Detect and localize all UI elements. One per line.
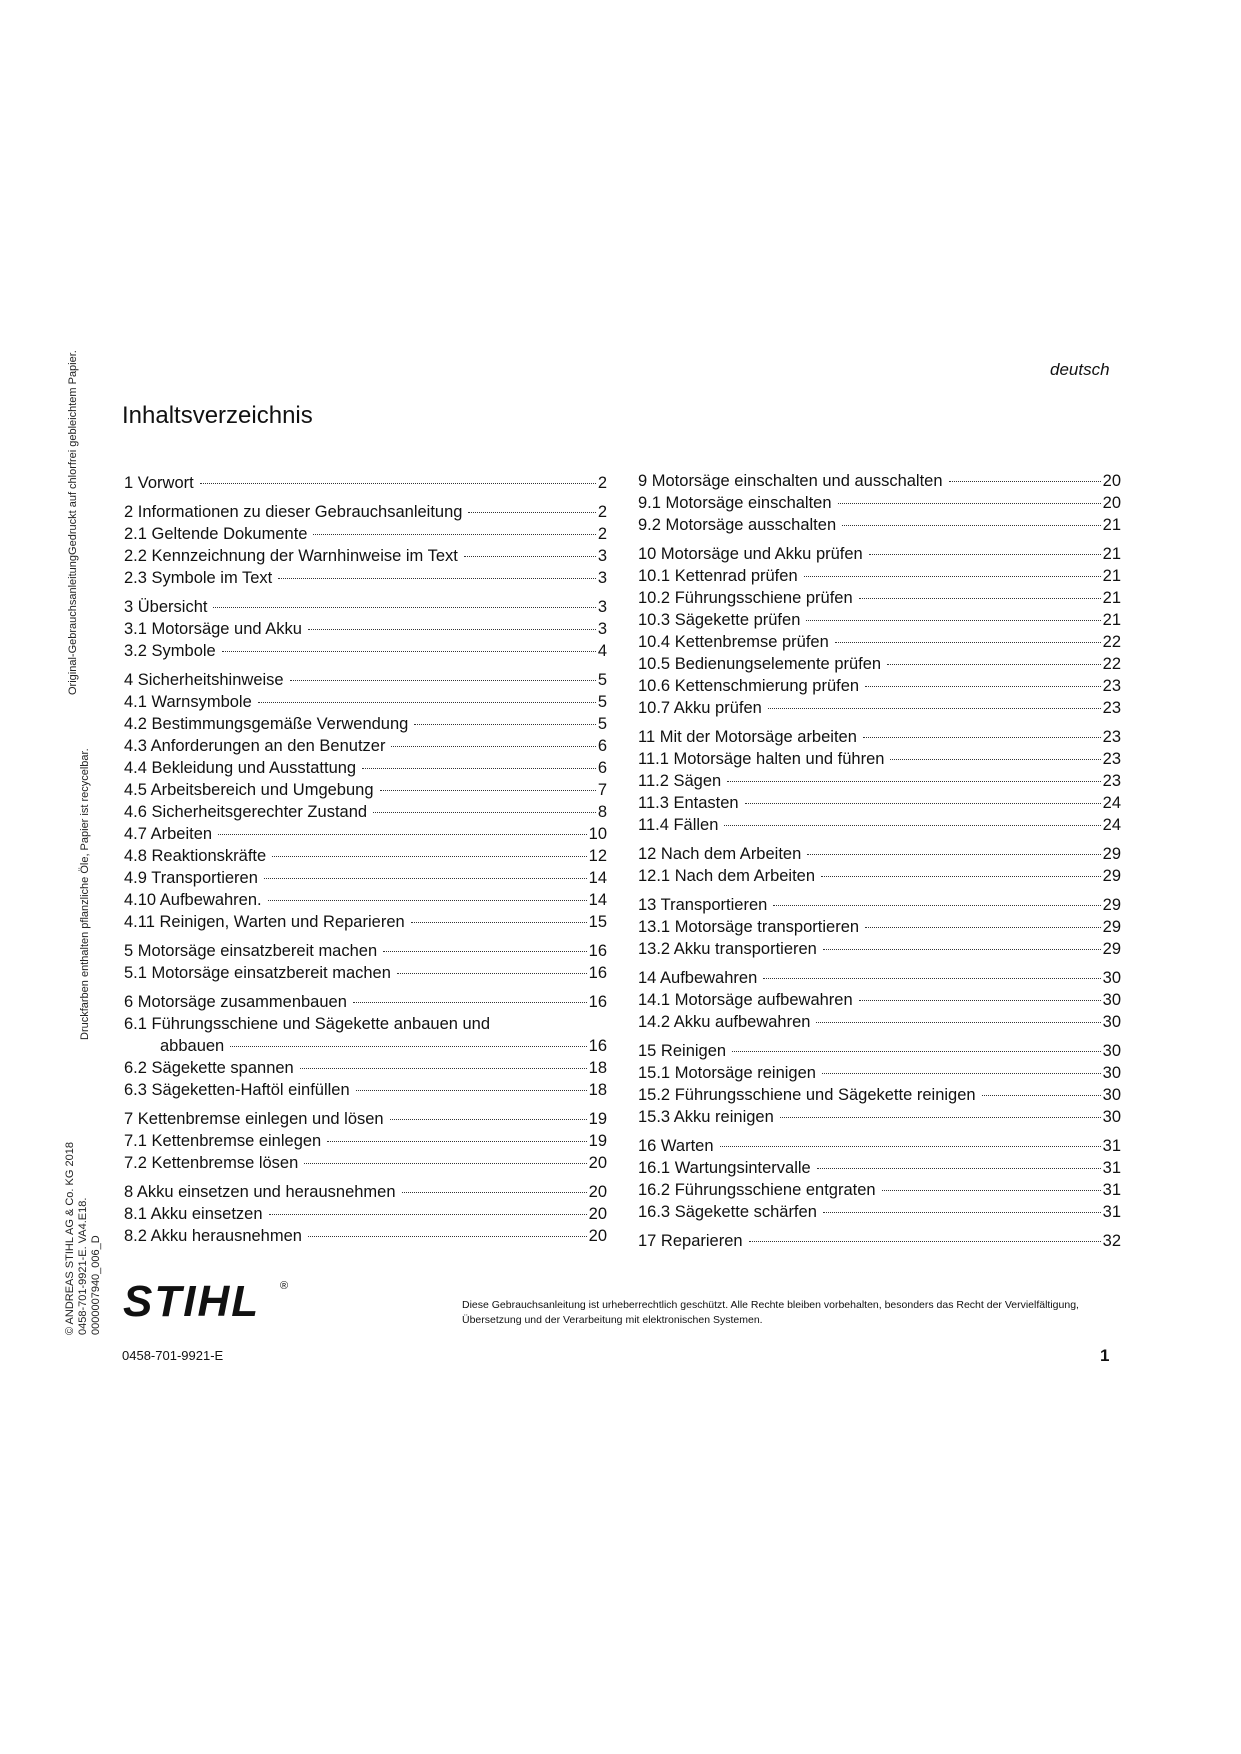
toc-section-entry[interactable] (124, 1013, 607, 1035)
toc-entry-page: 31 (1102, 1181, 1121, 1199)
toc-entry-page: 32 (1102, 1232, 1121, 1250)
language-label: deutsch (1050, 360, 1110, 379)
toc-dot-leader (290, 679, 596, 681)
toc-chapter-entry[interactable] (124, 501, 607, 523)
toc-entry-page: 2 (597, 525, 607, 543)
toc-section-entry[interactable] (124, 735, 607, 757)
toc-entry-title: 7 Kettenbremse einlegen und lösen (124, 1110, 384, 1128)
toc-entry-page: 16 (588, 1037, 607, 1055)
registered-mark: ® (280, 1280, 289, 1292)
toc-dot-leader (806, 619, 1100, 621)
toc-section-entry[interactable] (124, 1035, 607, 1057)
toc-dot-leader (780, 1116, 1101, 1118)
toc-section-entry[interactable] (638, 989, 1121, 1011)
toc-entry-page: 3 (597, 620, 607, 638)
toc-entry-title: 11.4 Fällen (638, 816, 719, 834)
toc-entry-page: 31 (1102, 1159, 1121, 1177)
toc-section-entry[interactable] (638, 587, 1121, 609)
toc-dot-leader (817, 1167, 1101, 1169)
toc-dot-leader (865, 926, 1101, 928)
toc-dot-leader (823, 948, 1101, 950)
toc-entry-title: 4.5 Arbeitsbereich und Umgebung (124, 781, 374, 799)
toc-dot-leader (745, 802, 1101, 804)
toc-dot-leader (391, 745, 595, 747)
toc-entry-page: 31 (1102, 1203, 1121, 1221)
toc-dot-leader (464, 555, 596, 557)
toc-entry-page: 23 (1102, 699, 1121, 717)
toc-entry-page: 19 (588, 1110, 607, 1128)
toc-section-entry[interactable] (124, 618, 607, 640)
toc-dot-leader (278, 577, 596, 579)
toc-entry-page: 16 (588, 942, 607, 960)
toc-entry-title: 9.2 Motorsäge ausschalten (638, 516, 837, 534)
toc-entry-page: 20 (1102, 494, 1121, 512)
toc-entry-title: 4.6 Sicherheitsgerechter Zustand (124, 803, 368, 821)
toc-dot-leader (822, 1072, 1101, 1074)
toc-dot-leader (749, 1240, 1101, 1242)
toc-entry-page: 8 (597, 803, 607, 821)
toc-entry-page: 23 (1102, 750, 1121, 768)
toc-chapter-entry[interactable] (124, 940, 607, 962)
toc-chapter-entry[interactable] (638, 1040, 1121, 1062)
toc-entry-page: 4 (597, 642, 607, 660)
toc-entry-page: 29 (1102, 918, 1121, 936)
toc-entry-title: 16.1 Wartungsintervalle (638, 1159, 811, 1177)
side-id-line: 0000007940_006_D (90, 1235, 102, 1335)
toc-dot-leader (838, 502, 1101, 504)
toc-entry-page: 20 (588, 1183, 607, 1201)
toc-entry-title: 17 Reparieren (638, 1232, 743, 1250)
toc-section-entry[interactable] (638, 792, 1121, 814)
toc-dot-leader (268, 899, 587, 901)
toc-dot-leader (732, 1050, 1101, 1052)
toc-section-entry[interactable] (638, 865, 1121, 887)
toc-entry-title: 13.2 Akku transportieren (638, 940, 817, 958)
toc-entry-title: 10.5 Bedienungselemente prüfen (638, 655, 882, 673)
toc-section-entry[interactable] (638, 675, 1121, 697)
toc-left-column (124, 472, 607, 1247)
toc-chapter-entry[interactable] (638, 726, 1121, 748)
toc-dot-leader (397, 972, 587, 974)
toc-entry-title: 11.1 Motorsäge halten und führen (638, 750, 885, 768)
toc-section-entry[interactable] (638, 631, 1121, 653)
toc-entry-title: 3 Übersicht (124, 598, 208, 616)
toc-entry-page: 16 (588, 964, 607, 982)
toc-dot-leader (859, 597, 1101, 599)
toc-dot-leader (304, 1162, 586, 1164)
toc-entry-title: 16 Warten (638, 1137, 714, 1155)
toc-entry-title: 15 Reinigen (638, 1042, 727, 1060)
toc-entry-title: 4 Sicherheitshinweise (124, 671, 284, 689)
toc-entry-title: 13.1 Motorsäge transportieren (638, 918, 860, 936)
toc-section-entry[interactable] (638, 609, 1121, 631)
toc-dot-leader (949, 480, 1101, 482)
toc-dot-leader (887, 663, 1101, 665)
side-ink-note: Druckfarben enthalten pflanzliche Öle, Papier ist recycelbar. (79, 748, 91, 1040)
toc-entry-page: 29 (1102, 867, 1121, 885)
toc-dot-leader (222, 650, 596, 652)
toc-section-entry[interactable] (638, 1011, 1121, 1033)
stihl-logo (121, 1276, 291, 1322)
toc-entry-page: 20 (588, 1205, 607, 1223)
toc-section-entry[interactable] (124, 1057, 607, 1079)
toc-section-entry[interactable] (124, 691, 607, 713)
toc-entry-title: 2.1 Geltende Dokumente (124, 525, 308, 543)
toc-section-entry[interactable] (124, 1130, 607, 1152)
toc-entry-page: 23 (1102, 728, 1121, 746)
toc-section-entry[interactable] (124, 1203, 607, 1225)
toc-dot-leader (308, 628, 596, 630)
toc-entry-title: 4.7 Arbeiten (124, 825, 213, 843)
toc-dot-leader (218, 833, 587, 835)
toc-section-entry[interactable] (638, 814, 1121, 836)
toc-dot-leader (272, 855, 586, 857)
toc-dot-leader (380, 789, 596, 791)
toc-entry-title: 8.1 Akku einsetzen (124, 1205, 263, 1223)
toc-entry-title: 6 Motorsäge zusammenbauen (124, 993, 347, 1011)
toc-entry-title: 10.3 Sägekette prüfen (638, 611, 801, 629)
toc-entry-title: 16.3 Sägekette schärfen (638, 1203, 817, 1221)
toc-section-entry[interactable] (124, 545, 607, 567)
toc-entry-title: 8 Akku einsetzen und herausnehmen (124, 1183, 396, 1201)
toc-dot-leader (821, 875, 1101, 877)
toc-dot-leader (356, 1089, 587, 1091)
toc-entry-page: 5 (597, 715, 607, 733)
toc-dot-leader (804, 575, 1101, 577)
toc-section-entry[interactable] (638, 938, 1121, 960)
toc-entry-title: 10.6 Kettenschmierung prüfen (638, 677, 860, 695)
page-title: Inhaltsverzeichnis (122, 402, 313, 429)
toc-entry-title: 1 Vorwort (124, 474, 194, 492)
toc-entry-title: 4.8 Reaktionskräfte (124, 847, 267, 865)
toc-dot-leader (230, 1045, 586, 1047)
side-code-line: 0458-701-9921-E. VA4.E18. (77, 1197, 89, 1335)
toc-entry-page: 31 (1102, 1137, 1121, 1155)
toc-chapter-entry[interactable] (124, 991, 607, 1013)
toc-entry-title: 10.7 Akku prüfen (638, 699, 762, 717)
toc-entry-page: 30 (1102, 1086, 1121, 1104)
toc-section-entry[interactable] (124, 779, 607, 801)
toc-dot-leader (468, 511, 595, 513)
toc-section-entry[interactable] (124, 845, 607, 867)
toc-entry-page: 14 (588, 891, 607, 909)
toc-dot-leader (313, 533, 595, 535)
toc-entry-page: 6 (597, 737, 607, 755)
toc-entry-page: 22 (1102, 655, 1121, 673)
toc-entry-title: 11 Mit der Motorsäge arbeiten (638, 728, 857, 746)
toc-entry-title: 14.2 Akku aufbewahren (638, 1013, 811, 1031)
toc-dot-leader (882, 1189, 1101, 1191)
toc-entry-title: 4.11 Reinigen, Warten und Reparieren (124, 913, 405, 931)
toc-dot-leader (842, 524, 1101, 526)
toc-section-entry[interactable] (124, 823, 607, 845)
toc-entry-page: 20 (588, 1154, 607, 1172)
toc-entry-page: 21 (1102, 516, 1121, 534)
toc-chapter-entry[interactable] (124, 669, 607, 691)
toc-entry-page: 18 (588, 1081, 607, 1099)
toc-section-entry[interactable] (638, 565, 1121, 587)
toc-entry-page: 2 (597, 503, 607, 521)
toc-entry-page: 30 (1102, 1108, 1121, 1126)
toc-section-entry[interactable] (124, 1152, 607, 1174)
toc-dot-leader (373, 811, 596, 813)
toc-section-entry[interactable] (638, 1062, 1121, 1084)
toc-chapter-entry[interactable] (638, 470, 1121, 492)
toc-dot-leader (383, 950, 587, 952)
toc-entry-page: 24 (1102, 816, 1121, 834)
toc-entry-title: 4.10 Aufbewahren. (124, 891, 262, 909)
toc-entry-title: 7.1 Kettenbremse einlegen (124, 1132, 322, 1150)
toc-dot-leader (807, 853, 1100, 855)
toc-entry-title: 4.2 Bestimmungsgemäße Verwendung (124, 715, 409, 733)
toc-entry-page: 23 (1102, 772, 1121, 790)
toc-dot-leader (414, 723, 595, 725)
toc-entry-page: 20 (588, 1227, 607, 1245)
toc-dot-leader (300, 1067, 587, 1069)
toc-entry-title: 2.3 Symbole im Text (124, 569, 273, 587)
toc-entry-title: 15.2 Führungsschiene und Sägekette reinigen (638, 1086, 976, 1104)
toc-section-entry[interactable] (124, 1079, 607, 1101)
toc-section-entry[interactable] (124, 1225, 607, 1247)
toc-dot-leader (390, 1118, 587, 1120)
toc-entry-page: 30 (1102, 1064, 1121, 1082)
toc-entry-title: 14.1 Motorsäge aufbewahren (638, 991, 853, 1009)
toc-entry-page: 21 (1102, 611, 1121, 629)
toc-entry-title: 4.4 Bekleidung und Ausstattung (124, 759, 357, 777)
toc-entry-page: 29 (1102, 845, 1121, 863)
toc-dot-leader (869, 553, 1101, 555)
toc-entry-page: 3 (597, 547, 607, 565)
toc-section-entry[interactable] (124, 962, 607, 984)
toc-dot-leader (982, 1094, 1101, 1096)
toc-entry-title: 10.4 Kettenbremse prüfen (638, 633, 829, 651)
toc-entry-title: 15.3 Akku reinigen (638, 1108, 774, 1126)
toc-chapter-entry[interactable] (638, 843, 1121, 865)
toc-dot-leader (308, 1235, 587, 1237)
side-print-note: Original-GebrauchsanleitungGedruckt auf chlorfrei gebleichtem Papier. (67, 350, 79, 695)
toc-entry-page: 14 (588, 869, 607, 887)
toc-entry-page: 21 (1102, 589, 1121, 607)
toc-entry-title: 10 Motorsäge und Akku prüfen (638, 545, 863, 563)
toc-entry-page: 15 (588, 913, 607, 931)
toc-entry-title: 10.1 Kettenrad prüfen (638, 567, 798, 585)
toc-entry-title: 12 Nach dem Arbeiten (638, 845, 802, 863)
toc-dot-leader (362, 767, 596, 769)
toc-section-entry[interactable] (124, 567, 607, 589)
toc-section-entry[interactable] (638, 916, 1121, 938)
toc-chapter-entry[interactable] (124, 596, 607, 618)
toc-entry-title: 16.2 Führungsschiene entgraten (638, 1181, 876, 1199)
toc-entry-page: 22 (1102, 633, 1121, 651)
toc-section-entry[interactable] (124, 713, 607, 735)
toc-entry-title: 14 Aufbewahren (638, 969, 758, 987)
toc-section-entry[interactable] (638, 492, 1121, 514)
toc-entry-page: 18 (588, 1059, 607, 1077)
toc-dot-leader (816, 1021, 1100, 1023)
toc-chapter-entry[interactable] (638, 967, 1121, 989)
toc-entry-page: 30 (1102, 1042, 1121, 1060)
toc-section-entry[interactable] (638, 748, 1121, 770)
toc-entry-title: 7.2 Kettenbremse lösen (124, 1154, 299, 1172)
toc-section-entry[interactable] (638, 770, 1121, 792)
toc-entry-page: 30 (1102, 991, 1121, 1009)
toc-section-entry[interactable] (638, 697, 1121, 719)
toc-entry-title: 9 Motorsäge einschalten und ausschalten (638, 472, 943, 490)
stihl-logo-text: STIHL (123, 1277, 261, 1322)
side-copyright-line: © ANDREAS STIHL AG & Co. KG 2018 (64, 1142, 76, 1335)
toc-dot-leader (859, 999, 1101, 1001)
toc-dot-leader (865, 685, 1101, 687)
toc-entry-title: 2.2 Kennzeichnung der Warnhinweise im Text (124, 547, 458, 565)
toc-dot-leader (213, 606, 595, 608)
toc-entry-page: 10 (588, 825, 607, 843)
toc-section-entry[interactable] (638, 1179, 1121, 1201)
toc-entry-title: 10.2 Führungsschiene prüfen (638, 589, 853, 607)
toc-section-entry[interactable] (124, 911, 607, 933)
document-number: 0458-701-9921-E (122, 1348, 224, 1363)
copyright-notice: Diese Gebrauchsanleitung ist urheberrechtlich geschützt. Alle Rechte bleiben vorbehalten, besonders das Recht der Vervielfältigung, Übersetzung und der Verarbeitung mit elektronischen Systemen. (462, 1299, 1079, 1326)
side-copyright-block (64, 1142, 103, 1335)
toc-entry-page: 29 (1102, 940, 1121, 958)
toc-entry-page: 21 (1102, 567, 1121, 585)
toc-entry-page: 19 (588, 1132, 607, 1150)
toc-dot-leader (763, 977, 1100, 979)
toc-dot-leader (269, 1213, 587, 1215)
toc-entry-page: 24 (1102, 794, 1121, 812)
toc-section-entry[interactable] (638, 1084, 1121, 1106)
toc-entry-page: 20 (1102, 472, 1121, 490)
toc-chapter-entry[interactable] (638, 1230, 1121, 1252)
toc-section-entry[interactable] (638, 653, 1121, 675)
toc-dot-leader (258, 701, 596, 703)
toc-entry-title: 5.1 Motorsäge einsatzbereit machen (124, 964, 391, 982)
toc-chapter-entry[interactable] (638, 894, 1121, 916)
page-number: 1 (1100, 1346, 1110, 1365)
toc-dot-leader (402, 1191, 587, 1193)
toc-section-entry[interactable] (638, 1157, 1121, 1179)
toc-section-entry[interactable] (124, 801, 607, 823)
toc-dot-leader (724, 824, 1100, 826)
toc-chapter-entry[interactable] (124, 1181, 607, 1203)
toc-entry-title: 2 Informationen zu dieser Gebrauchsanleitung (124, 503, 463, 521)
toc-dot-leader (890, 758, 1100, 760)
toc-section-entry[interactable] (124, 867, 607, 889)
toc-section-entry[interactable] (124, 757, 607, 779)
toc-entry-title: 8.2 Akku herausnehmen (124, 1227, 302, 1245)
toc-entry-page: 3 (597, 598, 607, 616)
toc-section-entry[interactable] (124, 523, 607, 545)
toc-dot-leader (768, 707, 1101, 709)
toc-dot-leader (835, 641, 1101, 643)
toc-entry-title: 11.2 Sägen (638, 772, 722, 790)
toc-dot-leader (200, 482, 596, 484)
toc-entry-page: 12 (588, 847, 607, 865)
toc-dot-leader (264, 877, 587, 879)
toc-dot-leader (353, 1001, 587, 1003)
toc-entry-title: 15.1 Motorsäge reinigen (638, 1064, 816, 1082)
toc-entry-title: 6.1 Führungsschiene und Sägekette anbauen und (124, 1015, 491, 1033)
toc-entry-title: 6.2 Sägekette spannen (124, 1059, 294, 1077)
toc-entry-title: 5 Motorsäge einsatzbereit machen (124, 942, 378, 960)
toc-entry-page: 5 (597, 693, 607, 711)
toc-entry-title: abbauen (160, 1037, 225, 1055)
toc-entry-page: 6 (597, 759, 607, 777)
toc-entry-title: 6.3 Sägeketten-Haftöl einfüllen (124, 1081, 350, 1099)
toc-chapter-entry[interactable] (638, 1135, 1121, 1157)
toc-dot-leader (863, 736, 1101, 738)
toc-entry-page: 5 (597, 671, 607, 689)
toc-entry-page: 7 (597, 781, 607, 799)
toc-entry-title: 9.1 Motorsäge einschalten (638, 494, 832, 512)
toc-section-entry[interactable] (124, 889, 607, 911)
toc-dot-leader (823, 1211, 1101, 1213)
toc-entry-page: 2 (597, 474, 607, 492)
toc-section-entry[interactable] (638, 1201, 1121, 1223)
toc-right-column (638, 470, 1121, 1252)
toc-entry-page: 30 (1102, 1013, 1121, 1031)
toc-chapter-entry[interactable] (638, 543, 1121, 565)
toc-entry-page: 3 (597, 569, 607, 587)
toc-chapter-entry[interactable] (124, 472, 607, 494)
toc-entry-page: 30 (1102, 969, 1121, 987)
toc-entry-title: 4.3 Anforderungen an den Benutzer (124, 737, 386, 755)
toc-section-entry[interactable] (124, 640, 607, 662)
toc-entry-title: 3.1 Motorsäge und Akku (124, 620, 302, 638)
toc-entry-title: 12.1 Nach dem Arbeiten (638, 867, 816, 885)
toc-section-entry[interactable] (638, 1106, 1121, 1128)
toc-dot-leader (327, 1140, 586, 1142)
toc-entry-page: 23 (1102, 677, 1121, 695)
toc-chapter-entry[interactable] (124, 1108, 607, 1130)
toc-entry-page: 16 (588, 993, 607, 1011)
toc-entry-page: 29 (1102, 896, 1121, 914)
toc-entry-title: 4.1 Warnsymbole (124, 693, 252, 711)
toc-entry-title: 13 Transportieren (638, 896, 768, 914)
toc-section-entry[interactable] (638, 514, 1121, 536)
toc-entry-title: 3.2 Symbole (124, 642, 216, 660)
toc-dot-leader (727, 780, 1100, 782)
toc-dot-leader (411, 921, 587, 923)
toc-entry-title: 4.9 Transportieren (124, 869, 258, 887)
toc-dot-leader (773, 904, 1100, 906)
toc-entry-page: 21 (1102, 545, 1121, 563)
toc-entry-title: 11.3 Entasten (638, 794, 739, 812)
toc-dot-leader (720, 1145, 1101, 1147)
